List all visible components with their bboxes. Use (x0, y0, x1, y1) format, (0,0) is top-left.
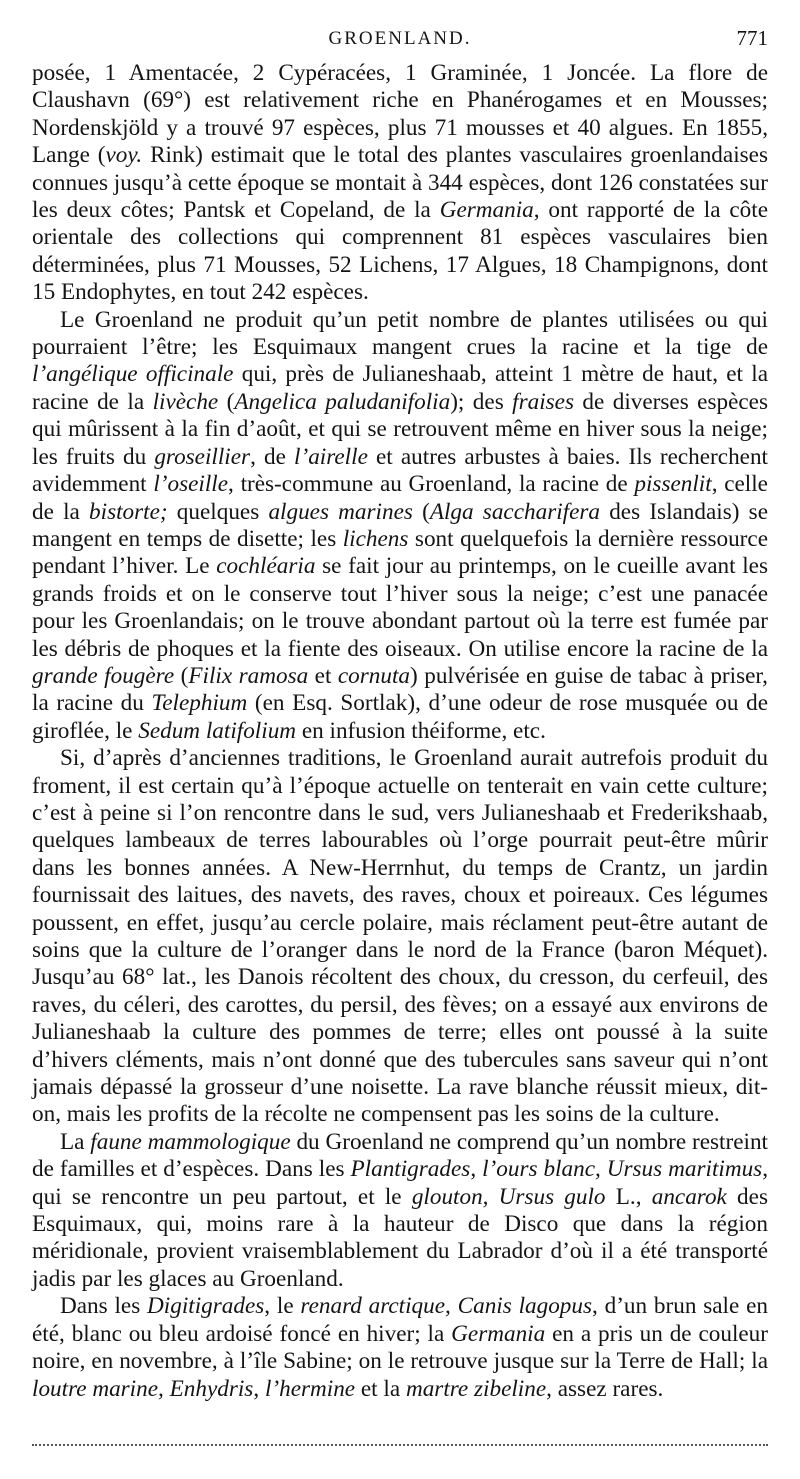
italic-run: Angelica paludanifolia (234, 388, 451, 415)
italic-run: Germania (439, 197, 534, 224)
text-run: , d’un brun sale en été, blanc ou bleu ardoisé foncé en hiver; la (32, 1293, 768, 1347)
italic-run: faune mammologique (90, 1128, 291, 1155)
text-run: , assez rares. (546, 1375, 664, 1402)
italic-run: Plantigrades (350, 1156, 471, 1183)
text-run: , très-commune au Groenland, la racine de (228, 471, 635, 498)
text-run: ); des (450, 388, 513, 415)
italic-run: livèche (152, 388, 219, 415)
text-run: des Esquimaux, qui, moins rare à la hauteur de Disco que dans la région méridionale, provient vraisemblablement du Labrador d’où il a été transporté jadis par les glaces au Groenland. (32, 1183, 768, 1292)
text-run: en infusion théiforme, etc. (296, 717, 546, 744)
text-run: et autres arbustes à baies. Ils recherchent avidemment (32, 443, 768, 498)
italic-run: l’ours blanc, Ursus maritimus (482, 1156, 763, 1183)
text-run: , le (264, 1293, 301, 1320)
italic-run: Digitigrades (147, 1293, 265, 1320)
text-run: du Groenland ne comprend qu’un nombre restreint de familles et d’espèces. Dans les (32, 1128, 768, 1183)
text-run: ( (174, 662, 189, 689)
italic-run: grande fougère (32, 662, 175, 689)
text-run: (en Esq. Sortlak), d’une odeur de rose musquée ou de giroflée, le (32, 690, 768, 744)
text-run: ( (218, 388, 235, 415)
paragraph (32, 307, 768, 746)
text-run: quelques (167, 498, 269, 525)
text-run: et la (355, 1375, 406, 1402)
italic-run: martre zibeline (405, 1375, 547, 1402)
text-run: Rink) estimait que le total des plantes vasculaires groenlandaises connues jusqu’à cette époque se montait à 344 espèces, dont 126 constatées sur les deux côtes; Pantsk et Copeland, de la (32, 142, 768, 224)
italic-run: Sedum latifolium (138, 717, 297, 744)
text-run: de diverses espèces qui mûrissent à la fin d’août, et qui se retrouvent même en hiver sous la neige; les fruits du (32, 388, 768, 470)
italic-run: algues marines (268, 498, 413, 525)
text-run: qui, près de Julianeshaab, atteint 1 mètre de haut, et la racine de la (32, 361, 768, 415)
text-run: se fait jour au printemps, on le cueille avant les grands froids et on le conserve tout l’hiver sous la neige; c’est une panacée pour les Groenlandais; on le trouve abondant partout où la terre est fumée par les débris de phoques et la fiente des oiseaux. On utilise encore la racine de la (32, 553, 768, 662)
paragraph (32, 745, 768, 1129)
page-number: 771 (736, 26, 768, 50)
text-run: L., (605, 1183, 652, 1210)
text-run: sont quelquefois la dernière ressource pendant l’hiver. Le (32, 525, 768, 580)
paragraph (32, 1293, 768, 1403)
page-header (32, 22, 768, 62)
italic-run: bistorte; (89, 498, 168, 525)
italic-run: Germania (451, 1320, 546, 1347)
text-run: ( (412, 498, 430, 525)
italic-run: l’airelle (294, 443, 368, 470)
italic-run: l’angélique officinale (32, 361, 234, 388)
paragraph (32, 60, 768, 307)
italic-run: Filix ramosa (188, 662, 309, 689)
italic-run: lichens (342, 525, 409, 552)
body-text (32, 60, 768, 1403)
italic-run: loutre marine, Enhydris (32, 1375, 254, 1402)
paragraph (32, 1129, 768, 1293)
italic-run: cornuta (337, 662, 411, 689)
text-run: et (308, 662, 338, 689)
text-run: posée, 1 Amentacée, 2 Cypéracées, 1 Graminée, 1 Joncée. La flore de Claushavn (69°) est relativement riche en Phanérogames et en Mousses; Nordenskjöld y a trouvé 97 espèces, plus 71 mousses et 40 algues. En 1855, Lange ( (32, 60, 768, 169)
text-run: La (60, 1128, 91, 1155)
footer-dotted-rule (32, 1444, 768, 1446)
italic-run: glouton, Ursus gulo (411, 1183, 606, 1210)
italic-run: ancarok (651, 1183, 727, 1210)
text-run: en a pris un de couleur noire, en novembre, à l’île Sabine; on le retrouve jusque sur la Terre de Hall; la (32, 1320, 769, 1375)
italic-run: l’hermine (264, 1375, 356, 1402)
text-run: Si, d’après d’anciennes traditions, le Groenland aurait autrefois produit du froment, il est certain qu’à l’époque actuelle on tenterait en vain cette culture; c’est à peine si l’on rencontre dans le sud, vers Julianeshaab et Frederikshaab, quelques lambeaux de terres labourables où l’orge pourrait peut-être mûrir dans les bonnes années. A New-Herrnhut, du temps de Crantz, un jardin fournissait des laitues, des navets, des raves, choux et poireaux. Ces légumes poussent, en effet, jusqu’au cercle polaire, mais réclament peut-être autant de soins que la culture de l’oranger dans le nord de la France (baron Méquet). Jusqu’au 68° lat., les Danois récoltent des choux, du cresson, du cerfeuil, des raves, du céleri, des carottes, du persil, des fèves; on a essayé aux environs de Julianeshaab la culture des pommes de terre; elles ont poussé à la suite d’hivers cléments, mais n’ont donné que des tubercules sans saveur qui n’ont jamais dépassé la grosseur d’une noisette. La rave blanche réussit mieux, dit-on, mais les profits de la récolte ne compensent pas les soins de la culture. (32, 745, 768, 1128)
text-run: , de (250, 443, 295, 470)
text-run: des Islandais) se mangent en temps de disette; les (32, 498, 768, 552)
italic-run: Alga saccharifera (429, 498, 601, 525)
italic-run: Telephium (151, 690, 248, 717)
italic-run: fraises (512, 388, 574, 415)
text-run: , ont rapporté de la côte orientale des collections qui comprennent 81 espèces vasculaires bien déterminées, plus 71 Mousses, 52 Lichens, 17 Algues, 18 Champignons, dont 15 Endophytes, en tout 242 espèces. (32, 197, 768, 306)
italic-run: renard arctique, Canis lagopus (300, 1293, 593, 1320)
italic-run: voy. (105, 142, 143, 169)
italic-run: cochléaria (216, 553, 316, 580)
text-run: Le Groenland ne produit qu’un petit nombre de plantes utilisées ou qui pourraient l’être; les Esquimaux mangent crues la racine et la tige de (32, 306, 768, 361)
text-run: , qui se rencontre un peu partout, et le (32, 1156, 768, 1210)
text-run: , celle de la (32, 471, 768, 525)
italic-run: groseillier (154, 443, 251, 470)
text-run: , (253, 1375, 265, 1402)
text-run: , (470, 1156, 483, 1183)
text-run: Dans les (60, 1293, 148, 1320)
italic-run: l’oseille (153, 471, 229, 498)
text-run: ) pulvérisée en guise de tabac à priser, la racine du (32, 662, 768, 717)
running-head: GROENLAND. (328, 28, 472, 49)
italic-run: pissenlit (634, 471, 712, 498)
